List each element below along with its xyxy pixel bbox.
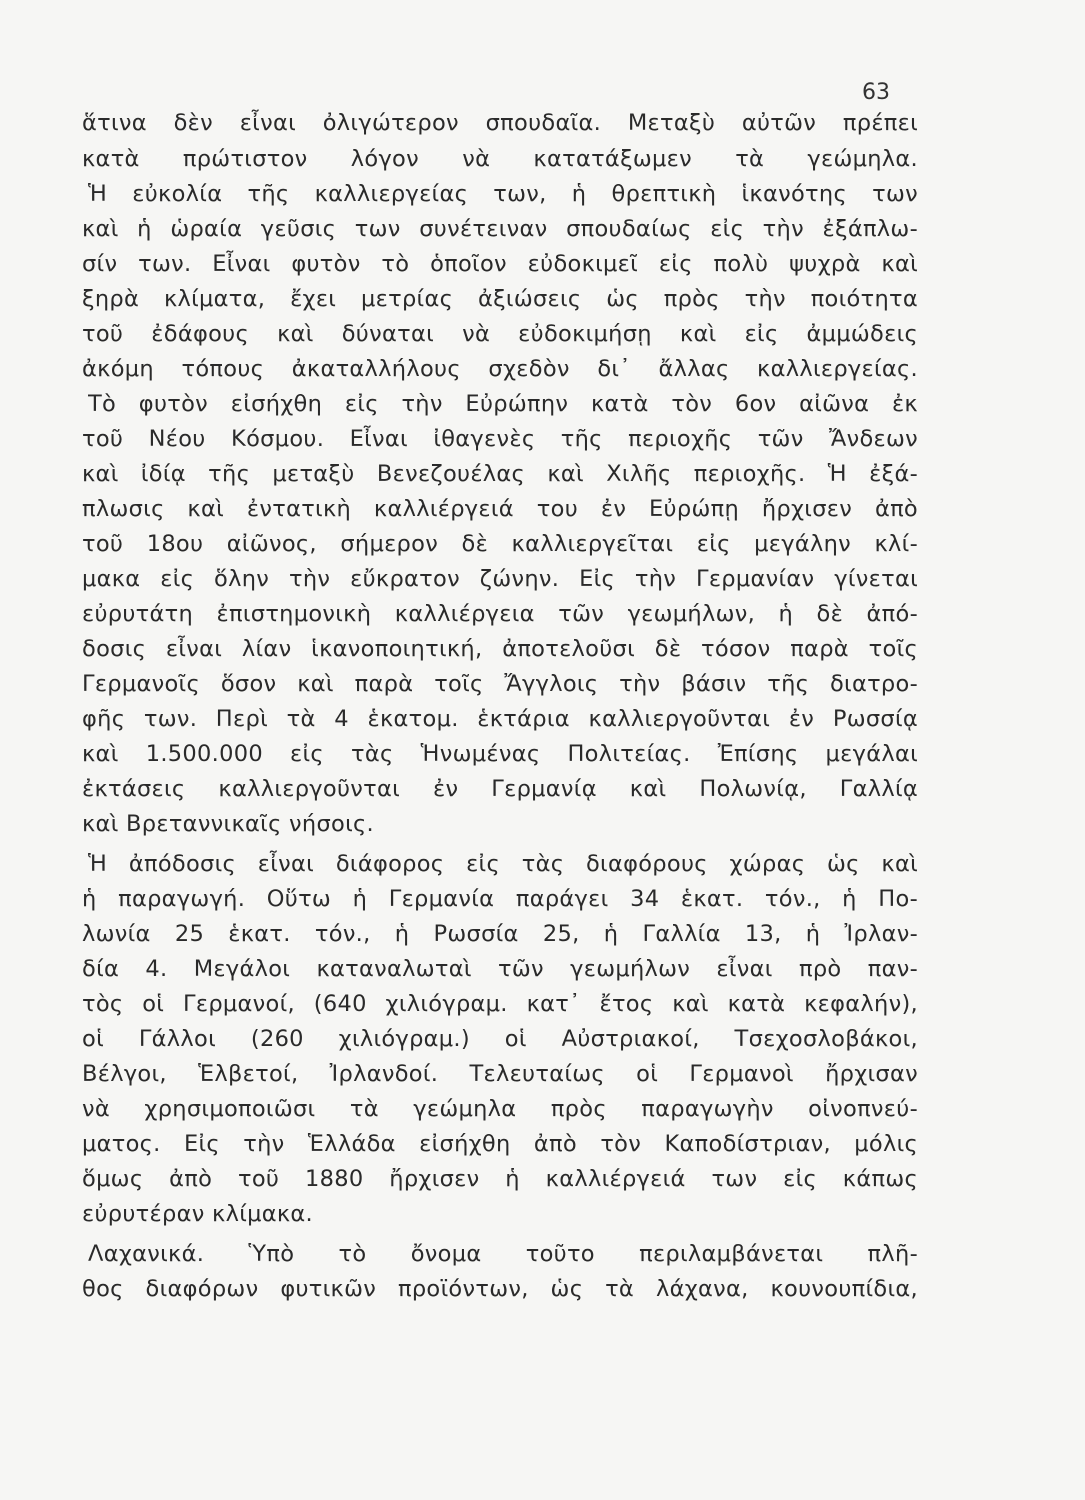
text-line: σίν των. Εἶναι φυτὸν τὸ ὁποῖον εὐδοκιμεῖ εἰς πολὺ ψυχρὰ καὶ [82,251,918,277]
text-line: Ἡ εὐκολία τῆς καλλιεργείας των, ἡ θρεπτικὴ ἱκανότης των [88,181,918,207]
text-line: ἡ παραγωγή. Οὕτω ἡ Γερμανία παράγει 34 ἑκατ. τόν., ἡ Πο- [82,886,918,912]
text-line: δία 4. Μεγάλοι καταναλωταὶ τῶν γεωμήλων εἶναι πρὸ παν- [82,956,918,982]
text-line: καὶ ἰδίᾳ τῆς μεταξὺ Βενεζουέλας καὶ Χιλῆς περιοχῆς. Ἡ ἐξά- [82,461,918,487]
text-line: μακα εἰς ὅλην τὴν εὔκρατον ζώνην. Εἰς τὴν Γερμανίαν γίνεται [82,566,918,592]
text-line: νὰ χρησιμοποιῶσι τὰ γεώμηλα πρὸς παραγωγὴν οἰνοπνεύ- [82,1096,918,1122]
text-line: Τὸ φυτὸν εἰσήχθη εἰς τὴν Εὐρώπην κατὰ τὸν 6ον αἰῶνα ἐκ [88,391,918,417]
text-line: τοῦ 18ου αἰῶνος, σήμερον δὲ καλλιεργεῖται εἰς μεγάλην κλί- [82,531,918,557]
text-line: κατὰ πρώτιστον λόγον νὰ κατατάξωμεν τὰ γεώμηλα. [82,146,918,172]
text-line: λωνία 25 ἑκατ. τόν., ἡ Ρωσσία 25, ἡ Γαλλία 13, ἡ Ἰρλαν- [82,921,918,947]
text-line: εὐρυτέραν κλίμακα. [82,1201,314,1227]
text-line: φῆς των. Περὶ τὰ 4 ἑκατομ. ἑκτάρια καλλιεργοῦνται ἐν Ρωσσίᾳ [82,706,918,732]
page-number: 63 [862,80,890,105]
text-line: θος διαφόρων φυτικῶν προϊόντων, ὡς τὰ λάχανα, κουνουπίδια, [82,1276,918,1302]
text-line: ἅτινα δὲν εἶναι ὀλιγώτερον σπουδαῖα. Μεταξὺ αὐτῶν πρέπει [82,110,918,136]
text-line: ἐκτάσεις καλλιεργοῦνται ἐν Γερμανίᾳ καὶ Πολωνίᾳ, Γαλλίᾳ [82,776,918,802]
text-line: ὅμως ἀπὸ τοῦ 1880 ἤρχισεν ἡ καλλιέργειά των εἰς κάπως [82,1166,918,1192]
text-line: Γερμανοῖς ὅσον καὶ παρὰ τοῖς Ἄγγλοις τὴν βάσιν τῆς διατρο- [82,671,918,697]
text-line: τὸς οἱ Γερμανοί, (640 χιλιόγραμ. κατ᾽ ἔτος καὶ κατὰ κεφαλήν), [82,991,918,1017]
text-line: εὐρυτάτη ἐπιστημονικὴ καλλιέργεια τῶν γεωμήλων, ἡ δὲ ἀπό- [82,601,918,627]
text-line: πλωσις καὶ ἐντατικὴ καλλιέργειά του ἐν Εὐρώπῃ ἤρχισεν ἀπὸ [82,496,918,522]
text-line: ἀκόμη τόπους ἀκαταλλήλους σχεδὸν δι᾽ ἄλλας καλλιεργείας. [82,356,918,382]
text-line: δοσις εἶναι λίαν ἱκανοποιητική, ἀποτελοῦσι δὲ τόσον παρὰ τοῖς [82,636,918,662]
text-line: τοῦ Νέου Κόσμου. Εἶναι ἰθαγενὲς τῆς περιοχῆς τῶν Ἄνδεων [82,426,918,452]
text-line: Λαχανικά. Ὑπὸ τὸ ὄνομα τοῦτο περιλαμβάνεται πλῆ- [88,1241,918,1267]
text-line: τοῦ ἐδάφους καὶ δύναται νὰ εὐδοκιμήσῃ καὶ εἰς ἀμμώδεις [82,321,918,347]
text-line: οἱ Γάλλοι (260 χιλιόγραμ.) οἱ Αὐστριακοί, Τσεχοσλοβάκοι, [82,1026,918,1052]
text-line: καὶ Βρεταννικαῖς νήσοις. [82,811,374,837]
text-line: καὶ 1.500.000 εἰς τὰς Ἡνωμένας Πολιτείας. Ἐπίσης μεγάλαι [82,741,918,767]
text-line: Βέλγοι, Ἑλβετοί, Ἰρλανδοί. Τελευταίως οἱ Γερμανοὶ ἤρχισαν [82,1061,918,1087]
text-line: καὶ ἡ ὡραία γεῦσις των συνέτειναν σπουδαίως εἰς τὴν ἐξάπλω- [82,216,918,242]
text-line: ματος. Εἰς τὴν Ἑλλάδα εἰσήχθη ἀπὸ τὸν Καποδίστριαν, μόλις [82,1131,918,1157]
text-line: ξηρὰ κλίματα, ἔχει μετρίας ἀξιώσεις ὡς πρὸς τὴν ποιότητα [82,286,918,312]
text-line: Ἡ ἀπόδοσις εἶναι διάφορος εἰς τὰς διαφόρους χώρας ὡς καὶ [88,851,918,877]
